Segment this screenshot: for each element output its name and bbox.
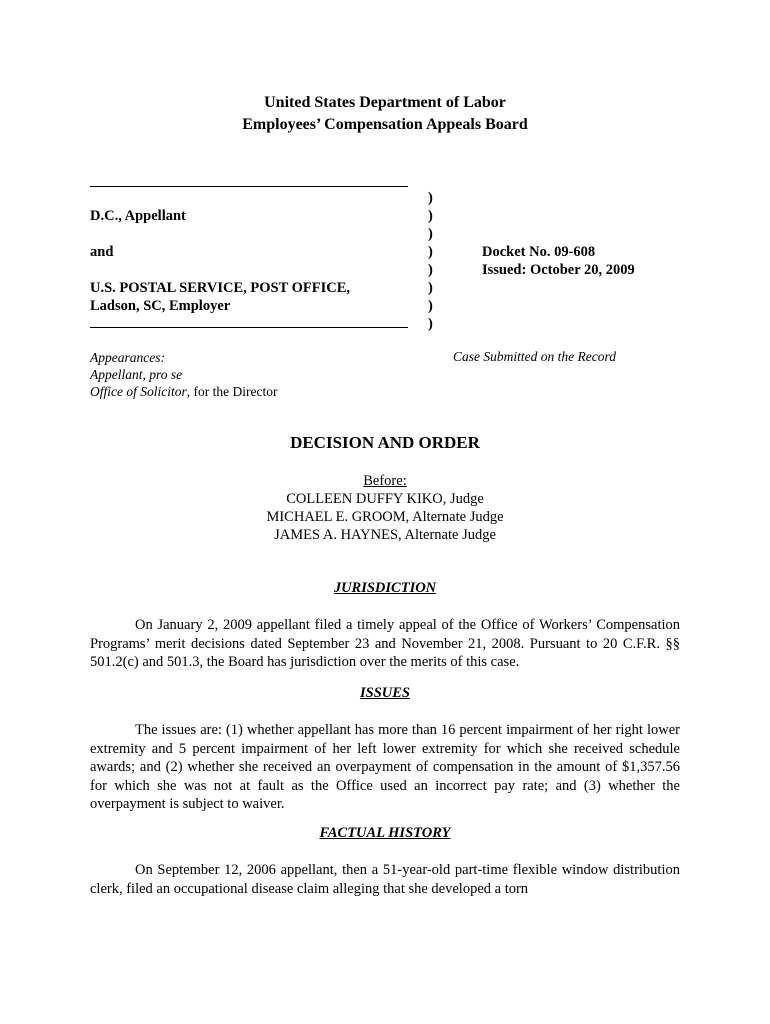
caption-paren: ) — [428, 298, 433, 314]
panel-before-label: Before: — [363, 473, 407, 489]
panel-judge-1: COLLEEN DUFFY KIKO, Judge — [286, 491, 484, 507]
solicitor-role: , for the Director — [186, 384, 278, 399]
header-agency: United States Department of Labor — [264, 94, 506, 111]
caption-paren: ) — [428, 244, 433, 260]
appearances-label: Appearances: — [90, 350, 165, 365]
caption-top-rule — [90, 186, 408, 187]
issued-date: Issued: October 20, 2009 — [482, 262, 635, 278]
docket-number: Docket No. 09-608 — [482, 244, 596, 260]
caption-and: and — [90, 244, 114, 260]
caption-paren-column — [428, 189, 438, 333]
jurisdiction-paragraph: On January 2, 2009 appellant filed a timely appeal of the Office of Workers’ Compensation Programs’ merit decisions dated September 23 and November 21, 2008. Pursuant to 20 C.F.R. §§ 501.2(c) and 501.3, the Board has jurisdiction over the merits of this case. — [90, 617, 680, 670]
appearances-appellant: Appellant, pro se — [90, 367, 183, 382]
section-jurisdiction-heading: JURISDICTION — [333, 580, 437, 596]
factual-history-paragraph: On September 12, 2006 appellant, then a 51-year-old part-time flexible window distribution clerk, filed an occupational disease claim alleging that she developed a torn — [90, 862, 680, 897]
case-submitted-note: Case Submitted on the Record — [453, 349, 616, 364]
caption-employer-line2: Ladson, SC, Employer — [90, 298, 231, 314]
caption-paren: ) — [428, 262, 433, 278]
decision-title: DECISION AND ORDER — [290, 433, 480, 452]
solicitor-office: Office of Solicitor — [90, 384, 187, 399]
caption-bottom-rule — [90, 327, 408, 328]
issues-paragraph: The issues are: (1) whether appellant has more than 16 percent impairment of her right lower extremity and 5 percent impairment of her left lower extremity for which she received schedule awards; and (2) whether she received an overpayment of compensation in the amount of $1,357.56 for which she was not at fault as the Office used an incorrect pay rate; and (3) whether the overpayment is subject to waiver. — [90, 722, 680, 812]
header-board: Employees’ Compensation Appeals Board — [242, 116, 528, 133]
caption-paren: ) — [428, 208, 433, 224]
panel-judge-2: MICHAEL E. GROOM, Alternate Judge — [266, 509, 504, 525]
section-issues-heading: ISSUES — [360, 685, 410, 701]
caption-paren: ) — [428, 316, 433, 332]
panel-before — [0, 472, 770, 491]
panel-judge-3: JAMES A. HAYNES, Alternate Judge — [274, 527, 496, 543]
caption-paren: ) — [428, 280, 433, 296]
caption-paren: ) — [428, 190, 433, 206]
caption-appellant: D.C., Appellant — [90, 208, 186, 224]
caption-employer-line1: U.S. POSTAL SERVICE, POST OFFICE, — [90, 280, 351, 296]
caption-paren: ) — [428, 226, 433, 242]
section-factual-history-heading: FACTUAL HISTORY — [319, 825, 451, 841]
appearances-solicitor — [90, 383, 430, 400]
